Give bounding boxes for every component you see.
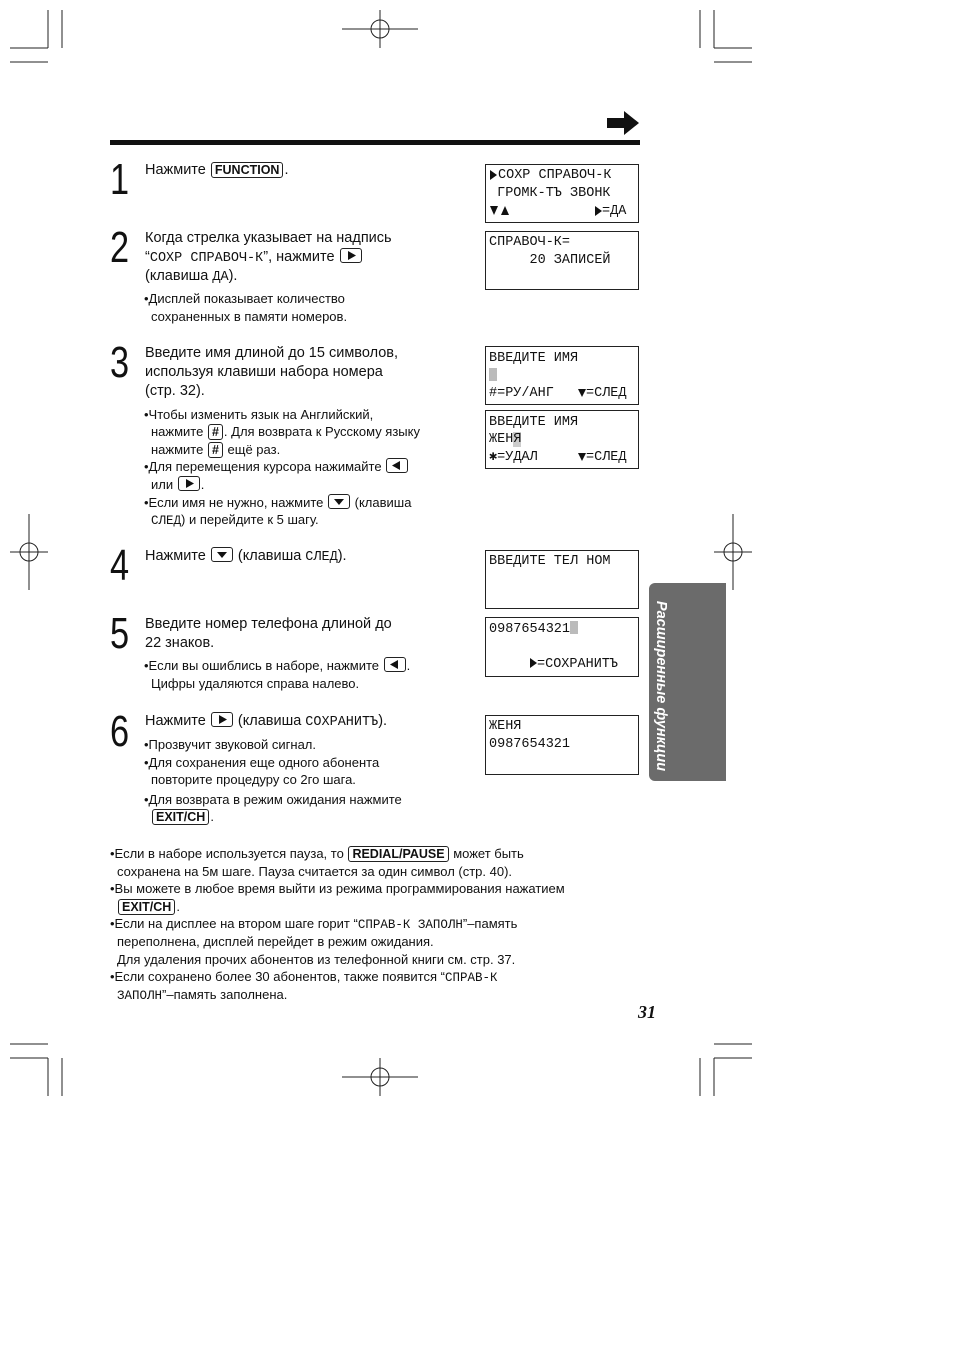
lcd-display-4: ВВЕДИТЕ ИМЯ ЖЕНЯ ✱=УДАЛ =СЛЕД (485, 410, 639, 469)
lcd-display-1: СОХР СПРАВОЧ-К ГРОМК-ТЪ ЗВОНК =ДА (485, 164, 639, 223)
page-number: 31 (638, 1002, 656, 1022)
text-cursor (570, 621, 578, 634)
step-5-bullet-1-line-2: Цифры удаляются справа налево. (151, 676, 360, 691)
step-3-bullet-2-line-2: или . (151, 477, 205, 492)
step-2-bullet-1b: сохраненных в памяти номеров. (151, 309, 348, 324)
step-number-4: 4 (110, 541, 130, 590)
step-3-bullet-3-line-2: СЛЕД) и перейдите к 5 шагу. (151, 512, 319, 528)
step-number-6: 6 (110, 707, 130, 756)
left-arrow-key-icon (386, 458, 408, 473)
note-3-line-1: •Если на дисплее на втором шаге горит “СПРАВ-К ЗАПОЛН”–память (110, 916, 518, 932)
right-arrow-key-icon (340, 248, 362, 263)
next-page-arrow-icon (606, 110, 640, 136)
note-3-line-2: переполнена, дисплей перейдет в режим ожидания. (117, 934, 434, 949)
exit-ch-key: EXIT/CH (118, 899, 175, 915)
note-1-line-2: сохранена на 5м шаге. Пауза считается за один символ (стр. 40). (117, 864, 513, 879)
down-arrow-key-icon (211, 547, 233, 562)
left-arrow-key-icon (384, 657, 406, 672)
note-1-line-1: •Если в наборе используется пауза, то REDIAL/PAUSE может быть (110, 846, 524, 861)
step-3-bullet-3-line-1: •Если имя не нужно, нажмите (клавиша (144, 495, 412, 510)
lcd-display-7: ЖЕНЯ 0987654321 (485, 715, 639, 775)
header-rule (110, 140, 640, 145)
step-3-line-3: (стр. 32). (145, 383, 205, 399)
note-2-line-2: EXIT/CH . (117, 898, 180, 916)
step-2-line-2: “СОХР СПРАВОЧ-К”, нажмите (145, 248, 363, 268)
note-2-line-1: •Вы можете в любое время выйти из режима программирования нажатием (110, 881, 565, 896)
lcd-display-3: ВВЕДИТЕ ИМЯ #=РУ/АНГ =СЛЕД (485, 346, 639, 405)
step-6-bullet-3-line-2: EXIT/CH . (151, 808, 214, 826)
step-2-line-1: Когда стрелка указывает на надпись (145, 230, 392, 246)
step-number-3: 3 (110, 338, 130, 387)
note-3-line-3: Для удаления прочих абонентов из телефонной книги см. стр. 37. (117, 952, 516, 967)
hash-key: # (208, 424, 223, 440)
down-up-arrows-icon (489, 205, 511, 217)
hash-key: # (208, 442, 223, 458)
note-4-line-1: •Если сохранено более 30 абонентов, также появится “СПРАВ-К (110, 969, 498, 985)
step-4-text: Нажмите (клавиша СЛЕД). (145, 548, 347, 565)
step-2-bullet-1: •Дисплей показывает количество (144, 291, 345, 306)
step-number-1: 1 (110, 155, 130, 204)
step-3-line-1: Введите имя длиной до 15 символов, (145, 345, 398, 361)
step-number-2: 2 (110, 223, 130, 272)
step-3-line-2: используя клавиши набора номера (145, 364, 383, 380)
step-6-bullet-1: •Прозвучит звуковой сигнал. (144, 737, 317, 752)
step-3-bullet-1-line-1: •Чтобы изменить язык на Английский, (144, 407, 374, 422)
section-side-tab (649, 583, 726, 781)
step-5-bullet-1: •Если вы ошиблись в наборе, нажмите . (144, 658, 411, 673)
step-number-5: 5 (110, 609, 130, 658)
step-3-bullet-1-line-3: нажмите # ещё раз. (151, 442, 281, 457)
lcd-display-5: ВВЕДИТЕ ТЕЛ НОМ (485, 550, 639, 609)
lcd-display-2: СПРАВОЧ-К= 20 ЗАПИСЕЙ (485, 231, 639, 290)
step-6-bullet-2-line-1: •Для сохранения еще одного абонента (144, 755, 380, 770)
step-6-text: Нажмите (клавиша СОХРАНИТЪ). (145, 713, 388, 730)
redial-pause-key: REDIAL/PAUSE (348, 846, 448, 862)
right-arrow-key-icon (178, 476, 200, 491)
step-5-line-1: Введите номер телефона длиной до (145, 616, 392, 632)
step-3-bullet-2-line-1: •Для перемещения курсора нажимайте (144, 458, 409, 476)
text-cursor (489, 368, 497, 381)
cursor-arrow-icon (489, 169, 498, 181)
step-3-bullet-1-line-2: нажмите # . Для возврата к Русскому языку (151, 424, 420, 439)
note-4-line-2: ЗАПОЛН”–память заполнена. (117, 987, 288, 1003)
side-tab-label: Расширенные функции (653, 600, 669, 772)
step-1-text: Нажмите FUNCTION . (145, 162, 289, 178)
lcd-display-6: 0987654321 =СОХРАНИТЪ (485, 617, 639, 677)
step-6-bullet-2-line-2: повторите процедуру со 2го шага. (151, 772, 356, 787)
function-key: FUNCTION (211, 162, 284, 178)
step-6-bullet-3-line-1: •Для возврата в режим ожидания нажмите (144, 792, 402, 807)
step-5-line-2: 22 знаков. (145, 635, 215, 651)
exit-ch-key: EXIT/CH (152, 809, 209, 825)
step-2-line-3: (клавиша ДА). (145, 268, 238, 285)
right-arrow-key-icon (211, 712, 233, 727)
down-arrow-key-icon (328, 494, 350, 509)
